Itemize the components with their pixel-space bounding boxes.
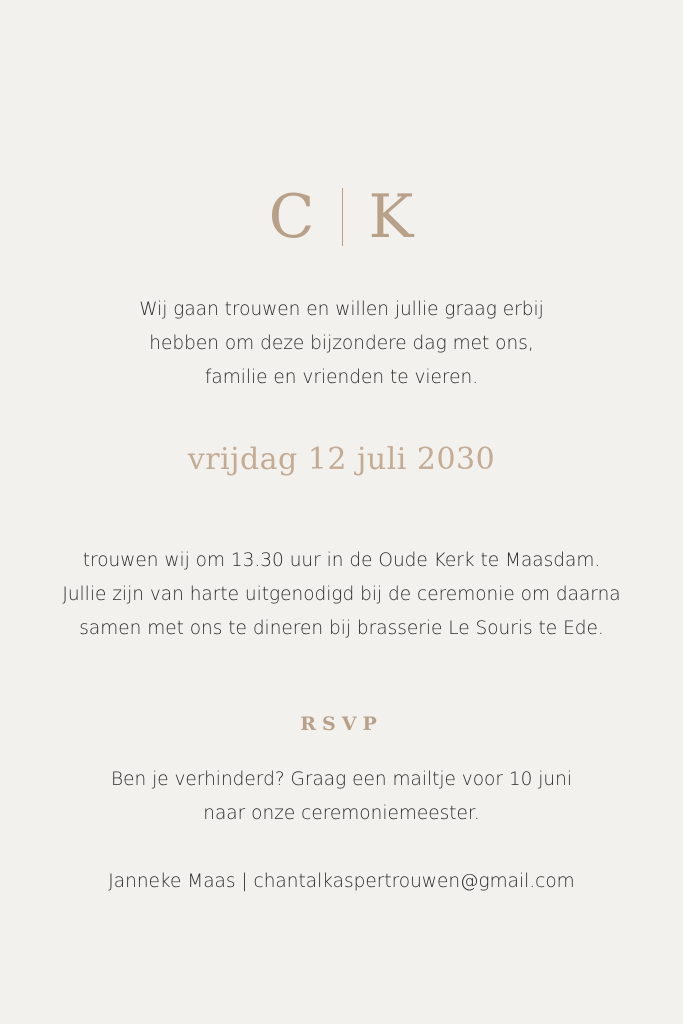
- contact-line: [0, 865, 683, 899]
- intro-line: familie en vrienden te vieren.: [204, 367, 479, 388]
- rsvp-text: [0, 763, 683, 831]
- details-line: samen met ons te dineren bij brasserie Le Souris te Ede.: [79, 618, 604, 639]
- rsvp-heading: RSVP: [300, 713, 383, 735]
- intro-line: Wij gaan trouwen en willen jullie graag erbij: [139, 299, 544, 320]
- intro-line: hebben om deze bijzondere dag met ons,: [149, 333, 534, 354]
- rsvp-line: naar onze ceremoniemeester.: [203, 803, 480, 824]
- details-line: Jullie zijn van harte uitgenodigd bij de ceremonie om daarna: [62, 584, 621, 605]
- wedding-date: vrijdag 12 juli 2030: [187, 442, 496, 477]
- contact-separator: |: [241, 871, 248, 892]
- contact-name: Janneke Maas: [108, 871, 236, 892]
- details-line: trouwen wij om 13.30 uur in de Oude Kerk te Maasdam.: [82, 550, 601, 571]
- rsvp-contact: [0, 865, 683, 899]
- contact-email[interactable]: chantalkaspertrouwen@gmail.com: [253, 871, 575, 892]
- monogram-divider: [342, 188, 343, 246]
- monogram-initial-left: C: [268, 182, 316, 252]
- monogram: [0, 182, 683, 252]
- ceremony-details: [0, 544, 683, 646]
- intro-text: [0, 293, 683, 395]
- monogram-initial-right: K: [368, 182, 415, 252]
- rsvp-line: Ben je verhinderd? Graag een mailtje voor 10 juni: [110, 769, 573, 790]
